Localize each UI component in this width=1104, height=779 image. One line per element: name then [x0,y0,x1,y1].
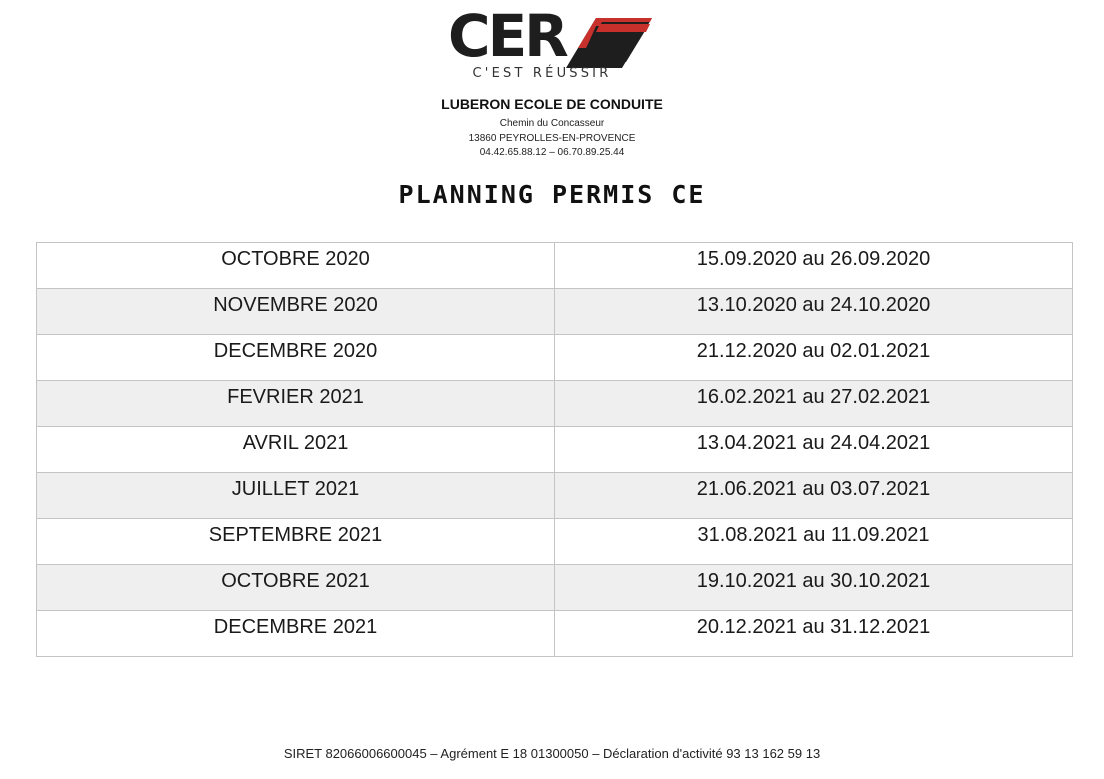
session-month-cell [37,381,555,427]
table-row [37,565,1073,611]
planning-table-body [37,243,1073,657]
footer-legal: SIRET 82066006600045 – Agrément E 18 01300050 – Déclaration d'activité 93 13 162 59 13 [283,746,821,761]
session-dates: 20.12.2021 au 31.12.2021 [696,616,931,638]
table-row [37,381,1073,427]
session-month: JUILLET 2021 [231,478,360,500]
table-row [37,289,1073,335]
table-row [37,473,1073,519]
cer-logo [448,2,658,84]
session-month: DECEMBRE 2020 [213,340,378,362]
logo-tagline: C'EST RÉUSSIR [472,66,612,81]
session-dates: 19.10.2021 au 30.10.2021 [696,570,931,592]
session-month: FEVRIER 2021 [227,386,364,408]
session-dates-cell [555,427,1073,473]
session-month: NOVEMBRE 2020 [213,294,378,316]
session-month: SEPTEMBRE 2021 [208,524,383,546]
session-dates: 21.06.2021 au 03.07.2021 [696,478,931,500]
session-month-cell [37,289,555,335]
logo-chevron-icon [566,18,652,68]
session-month: OCTOBRE 2021 [221,570,370,592]
session-dates-cell [555,565,1073,611]
table-row [37,427,1073,473]
session-dates-cell [555,611,1073,657]
logo-wordmark: CER [448,2,566,70]
session-dates-cell [555,243,1073,289]
session-month-cell [37,335,555,381]
session-dates: 13.04.2021 au 24.04.2021 [696,432,931,454]
table-row [37,335,1073,381]
session-dates: 21.12.2020 au 02.01.2021 [696,340,931,362]
session-month: OCTOBRE 2020 [221,248,370,270]
session-month-cell [37,565,555,611]
session-dates-cell [555,473,1073,519]
session-month-cell [37,427,555,473]
session-month-cell [37,611,555,657]
session-dates: 15.09.2020 au 26.09.2020 [696,248,931,270]
address-street: Chemin du Concasseur [499,118,605,129]
session-dates: 16.02.2021 au 27.02.2021 [696,386,931,408]
session-dates-cell [555,335,1073,381]
address-city: 13860 PEYROLLES-EN-PROVENCE [468,133,636,144]
planning-table [36,242,1073,657]
session-dates: 13.10.2020 au 24.10.2020 [696,294,931,316]
session-dates: 31.08.2021 au 11.09.2021 [697,524,930,546]
session-month: DECEMBRE 2021 [213,616,378,638]
session-month-cell [37,519,555,565]
session-month: AVRIL 2021 [242,432,349,454]
session-dates-cell [555,381,1073,427]
school-name: LUBERON ECOLE DE CONDUITE [441,96,663,112]
page-title: PLANNING PERMIS CE [398,180,706,209]
session-dates-cell [555,289,1073,335]
table-row [37,611,1073,657]
session-month-cell [37,473,555,519]
table-row [37,243,1073,289]
session-month-cell [37,243,555,289]
phone-numbers: 04.42.65.88.12 – 06.70.89.25.44 [479,147,625,158]
session-dates-cell [555,519,1073,565]
table-row [37,519,1073,565]
